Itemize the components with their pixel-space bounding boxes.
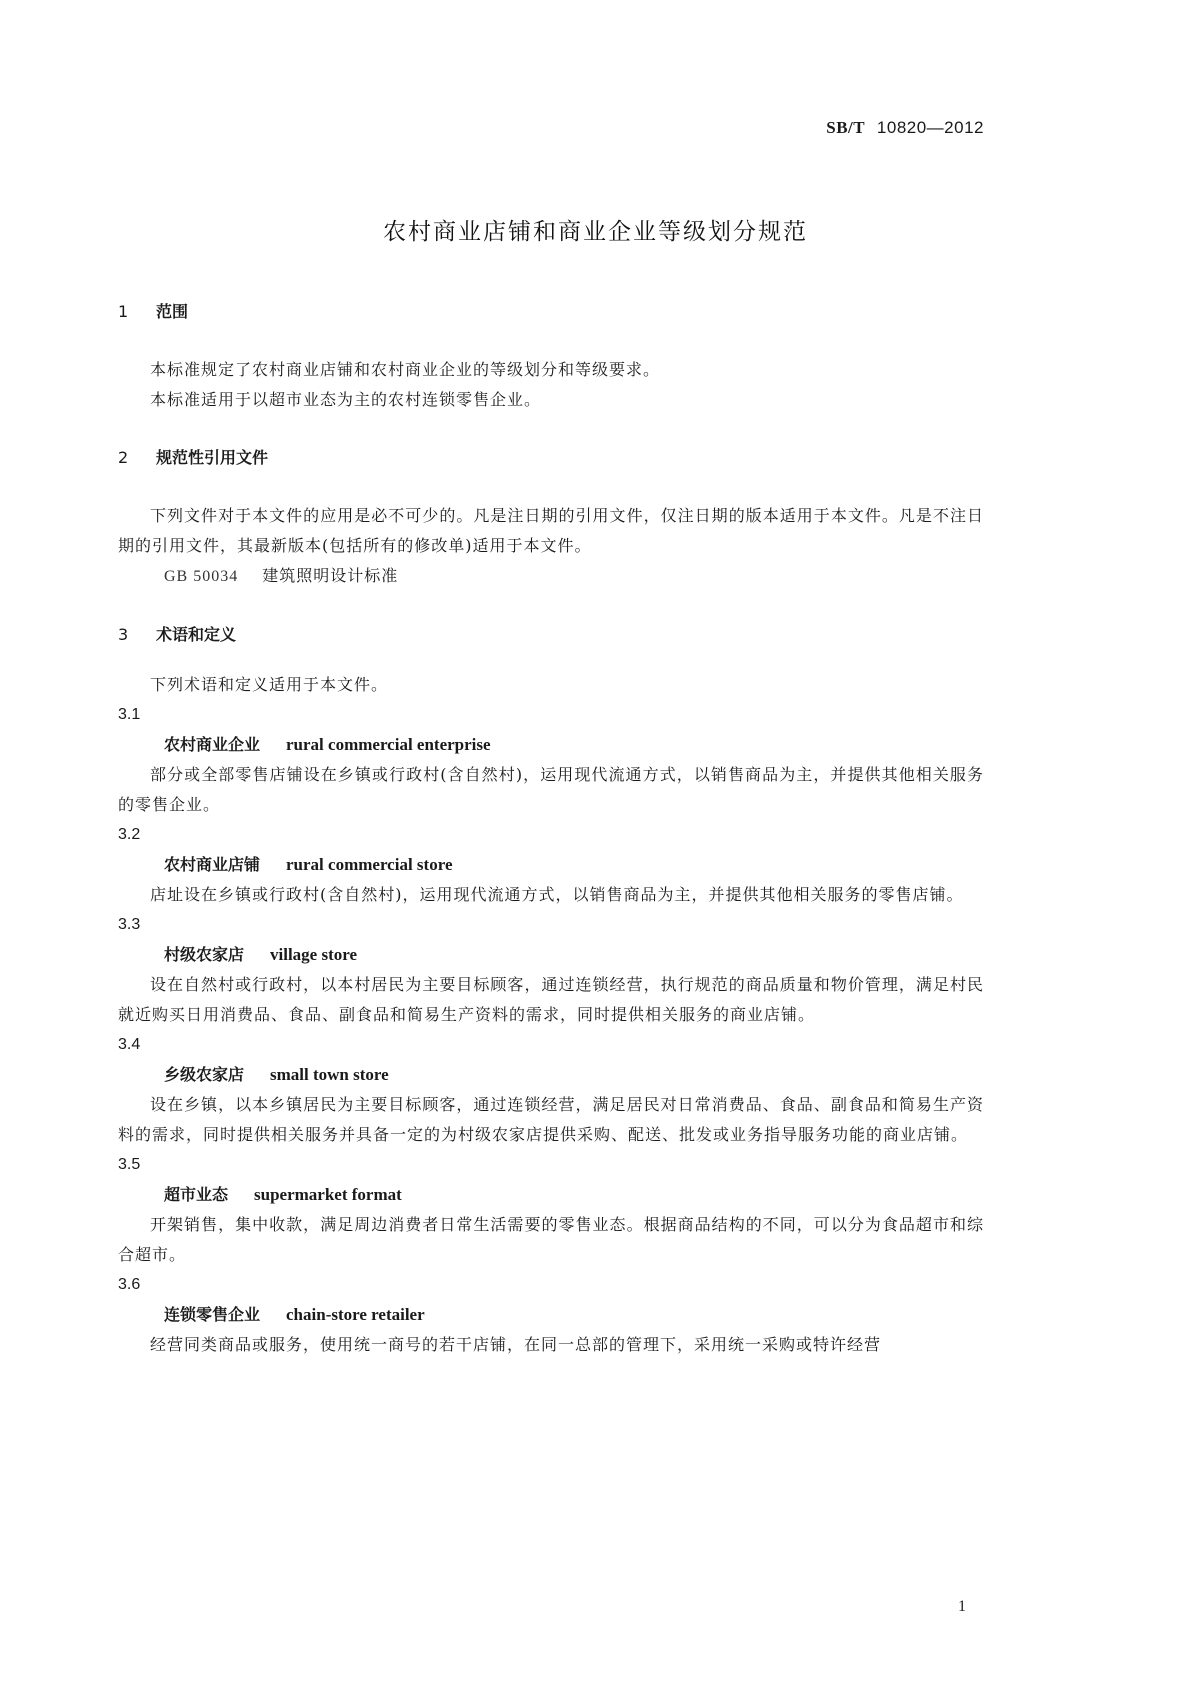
term-definition: 部分或全部零售店铺设在乡镇或行政村(含自然村)，运用现代流通方式，以销售商品为主，并提供其他相关服务的零售企业。 [118,765,984,814]
document-body [118,295,984,1360]
term-entry [118,1180,984,1210]
section-heading-scope [118,295,984,329]
paragraph: 本标准规定了农村商业店铺和农村商业企业的等级划分和等级要求。 [150,360,661,379]
section-heading-normative-references [118,441,984,475]
clause-number: 3.1 [118,706,141,723]
term-en: small town store [270,1065,389,1084]
term-en: rural commercial store [286,855,453,874]
page-number: 1 [958,1598,966,1615]
section-title: 范围 [156,302,189,321]
paragraph: 下列术语和定义适用于本文件。 [150,675,389,694]
term-entry [118,1300,984,1330]
section-number: 1 [118,302,129,321]
term-entry [118,850,984,880]
reference-code: GB 50034 [164,568,239,585]
clause-number: 3.5 [118,1156,141,1173]
section-title: 规范性引用文件 [156,448,269,467]
term-definition: 经营同类商品或服务，使用统一商号的若干店铺，在同一总部的管理下，采用统一采购或特许经营 [150,1335,882,1354]
term-zh: 超市业态 [164,1185,229,1204]
term-en: rural commercial enterprise [286,735,491,754]
document-title: 农村商业店铺和商业企业等级划分规范 [383,219,808,245]
clause-number: 3.3 [118,916,141,933]
section-title: 术语和定义 [156,625,237,644]
clause-number: 3.4 [118,1036,141,1053]
term-entry [118,730,984,760]
term-zh: 村级农家店 [164,945,245,964]
reference-title: 建筑照明设计标准 [262,566,399,585]
term-definition: 店址设在乡镇或行政村(含自然村)，运用现代流通方式，以销售商品为主，并提供其他相关服务的零售店铺。 [150,885,964,904]
section-heading-terms-definitions [118,618,984,652]
term-en: chain-store retailer [286,1305,425,1324]
paragraph: 下列文件对于本文件的应用是必不可少的。凡是注日期的引用文件，仅注日期的版本适用于本文件。凡是不注日期的引用文件，其最新版本(包括所有的修改单)适用于本文件。 [118,506,984,555]
clause-number: 3.6 [118,1276,141,1293]
term-definition: 设在自然村或行政村，以本村居民为主要目标顾客，通过连锁经营，执行规范的商品质量和物价管理，满足村民就近购买日用消费品、食品、副食品和简易生产资料的需求，同时提供相关服务的商业店铺。 [118,975,984,1024]
term-entry [118,1060,984,1090]
paragraph: 本标准适用于以超市业态为主的农村连锁零售企业。 [150,390,542,409]
standard-prefix: SB/T [826,118,866,137]
standard-code [826,118,984,138]
term-definition: 开架销售，集中收款，满足周边消费者日常生活需要的零售业态。根据商品结构的不同，可以分为食品超市和综合超市。 [118,1215,984,1264]
standard-number: 10820—2012 [876,118,984,137]
term-zh: 乡级农家店 [164,1065,245,1084]
reference-item [118,561,984,592]
section-number: 3 [118,625,129,644]
term-entry [118,940,984,970]
term-definition: 设在乡镇，以本乡镇居民为主要目标顾客，通过连锁经营，满足居民对日常消费品、食品、副食品和简易生产资料的需求，同时提供相关服务并具备一定的为村级农家店提供采购、配送、批发或业务指导服务功能的商业店铺。 [118,1095,984,1144]
term-zh: 连锁零售企业 [164,1305,261,1324]
term-zh: 农村商业店铺 [164,855,261,874]
term-en: supermarket format [254,1185,402,1204]
term-zh: 农村商业企业 [164,735,261,754]
section-number: 2 [118,448,129,467]
clause-number: 3.2 [118,826,141,843]
term-en: village store [270,945,358,964]
